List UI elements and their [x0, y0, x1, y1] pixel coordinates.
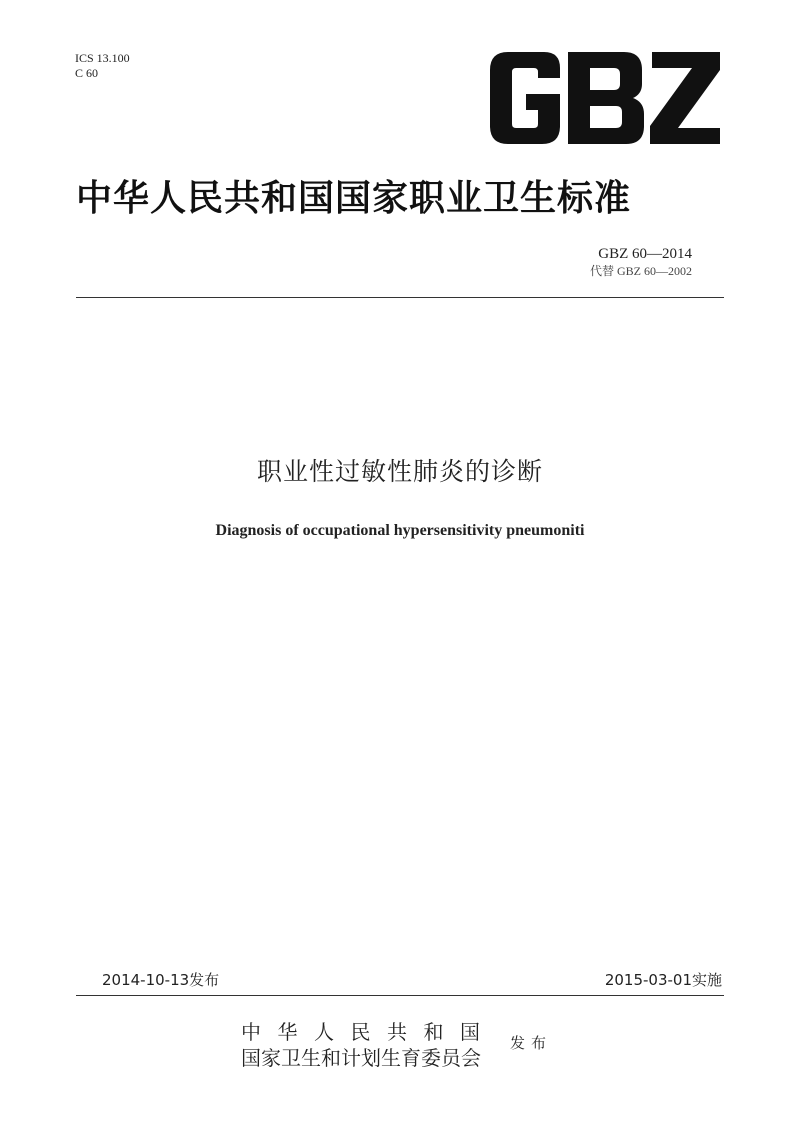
standard-number: GBZ 60—2014 — [598, 246, 692, 262]
issuing-authority — [241, 1019, 497, 1071]
ccs-code: C 60 — [75, 66, 99, 80]
document-title-chinese: 职业性过敏性肺炎的诊断 — [256, 457, 543, 486]
header-divider — [76, 297, 724, 298]
issuer-line-1: 中华人民共和国 — [241, 1020, 497, 1044]
classification-codes — [75, 51, 130, 81]
standard-title: 中华人民共和国国家职业卫生标准 — [76, 178, 632, 219]
footer-divider — [76, 995, 724, 996]
issuer-line-2: 国家卫生和计划生育委员会 — [241, 1046, 481, 1070]
replaces-standard: 代替 GBZ 60—2002 — [589, 264, 692, 278]
gbz-logo — [486, 50, 724, 146]
ics-code: ICS 13.100 — [75, 51, 130, 65]
standard-code — [590, 246, 692, 279]
publish-label: 发布 — [510, 1034, 553, 1052]
effective-date: 2015-03-01实施 — [604, 971, 722, 989]
document-title-english: Diagnosis of occupational hypersensitivity pneumoniti — [215, 522, 585, 539]
issue-date: 2014-10-13发布 — [102, 971, 220, 989]
